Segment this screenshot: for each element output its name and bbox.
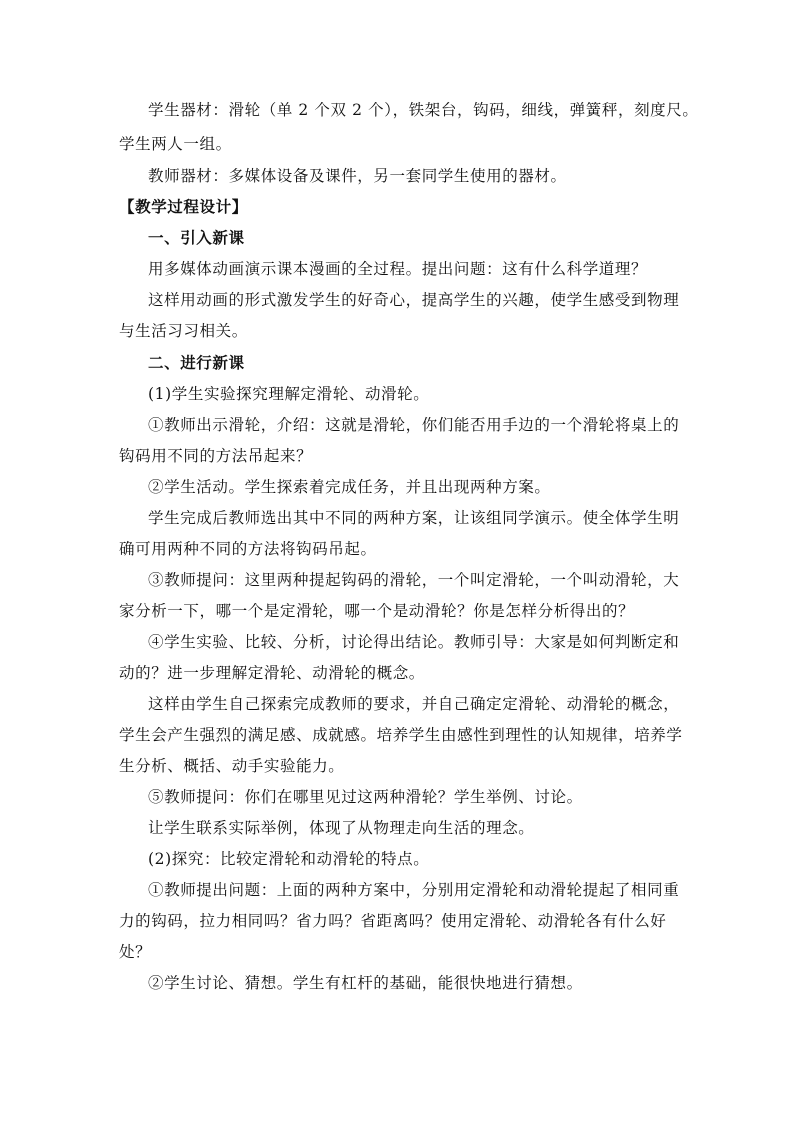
paragraph-teacher-materials: 教师器材：多媒体设备及课件，另一套同学生使用的器材。	[148, 167, 567, 185]
paragraph-new-11: ①教师提出问题：上面的两种方案中，分别用定滑轮和动滑轮提起了相同重	[148, 881, 680, 899]
paragraph-new-2: ①教师出示滑轮，介绍：这就是滑轮，你们能否用手边的一个滑轮将桌上的	[148, 416, 680, 434]
paragraph-new-4: 学生完成后教师选出其中不同的两种方案，让该组同学演示。使全体学生明	[148, 509, 680, 527]
subheading-new-lesson: 二、进行新课	[148, 353, 245, 372]
paragraph-new-7: 这样由学生自己探索完成教师的要求，并自己确定定滑轮、动滑轮的概念，	[148, 695, 680, 713]
section-heading-teaching-process: 【教学过程设计】	[119, 197, 248, 216]
paragraph-student-materials: 学生器材：滑轮（单 2 个双 2 个），铁架台，钩码，细线，弹簧秤，刻度尺。	[148, 101, 699, 119]
paragraph-new-4-cont: 确可用两种不同的方法将钩码吊起。	[119, 540, 377, 558]
paragraph-new-7-cont-1: 学生会产生强烈的满足感、成就感。培养学生由感性到理性的认知规律，培养学	[119, 726, 683, 744]
paragraph-new-9: 让学生联系实际举例，体现了从物理走向生活的理念。	[148, 819, 535, 837]
paragraph-new-11-cont-1: 力的钩码，拉力相同吗？省力吗？省距离吗？使用定滑轮、动滑轮各有什么好	[119, 912, 667, 930]
paragraph-new-1: (1)学生实验探究理解定滑轮、动滑轮。	[148, 385, 430, 403]
subheading-intro: 一、引入新课	[148, 228, 245, 247]
paragraph-intro-2-cont: 与生活习习相关。	[119, 322, 248, 340]
paragraph-intro-1: 用多媒体动画演示课本漫画的全过程。提出问题：这有什么科学道理？	[148, 260, 648, 278]
paragraph-new-6-cont: 动的？进一步理解定滑轮、动滑轮的概念。	[119, 664, 425, 682]
paragraph-new-5: ③教师提问：这里两种提起钩码的滑轮，一个叫定滑轮，一个叫动滑轮，大	[148, 571, 680, 589]
paragraph-new-3: ②学生活动。学生探索着完成任务，并且出现两种方案。	[148, 478, 551, 496]
paragraph-new-10: (2)探究：比较定滑轮和动滑轮的特点。	[148, 850, 430, 868]
paragraph-new-12: ②学生讨论、猜想。学生有杠杆的基础，能很快地进行猜想。	[148, 974, 583, 992]
paragraph-new-8: ⑤教师提问：你们在哪里见过这两种滑轮？学生举例、讨论。	[148, 788, 583, 806]
paragraph-new-7-cont-2: 生分析、概括、动手实验能力。	[119, 757, 345, 775]
paragraph-intro-2: 这样用动画的形式激发学生的好奇心，提高学生的兴趣，使学生感受到物理	[148, 291, 680, 309]
paragraph-new-6: ④学生实验、比较、分析，讨论得出结论。教师引导：大家是如何判断定和	[148, 633, 680, 651]
paragraph-new-5-cont: 家分析一下，哪一个是定滑轮，哪一个是动滑轮？你是怎样分析得出的？	[119, 602, 635, 620]
paragraph-student-materials-cont: 学生两人一组。	[119, 135, 232, 153]
paragraph-new-2-cont: 钩码用不同的方法吊起来？	[119, 447, 313, 465]
paragraph-new-11-cont-2: 处？	[119, 943, 152, 961]
